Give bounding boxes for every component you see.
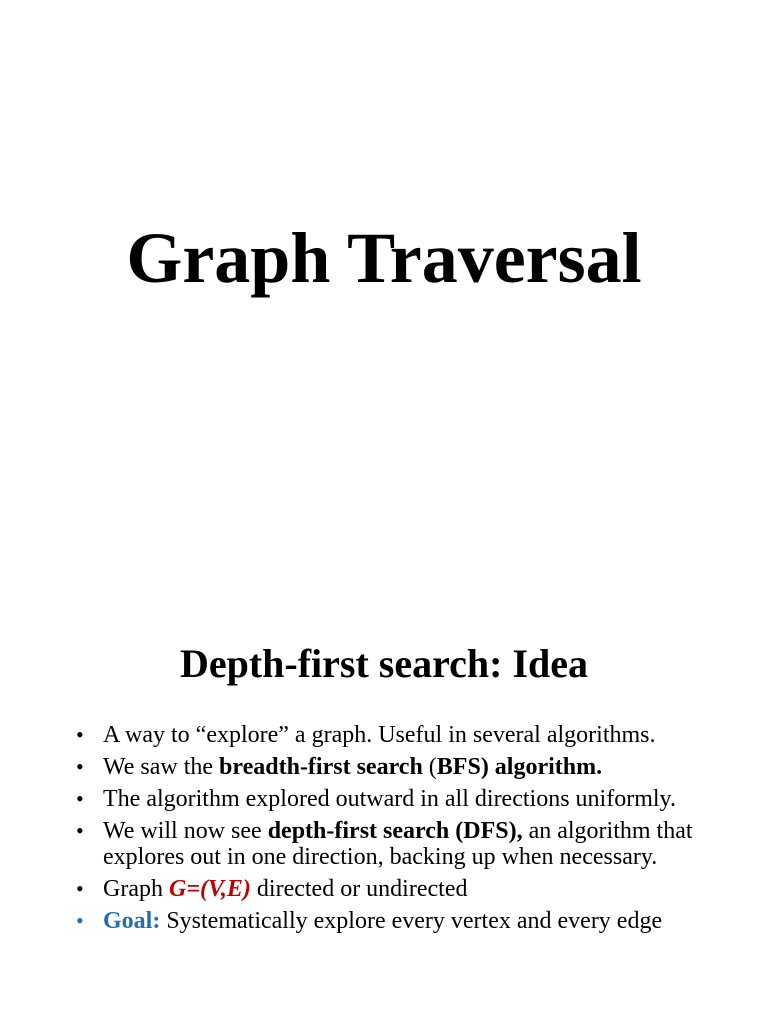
- bullet-dot-icon: •: [76, 754, 84, 779]
- bullet-text: A way to “explore” a graph. Useful in several algorithms.: [103, 722, 656, 748]
- bullet-dot-icon: •: [76, 908, 84, 933]
- bullet-dot-icon: •: [76, 876, 84, 901]
- bullet-text-suffix: directed or undirected: [250, 876, 468, 902]
- graph-notation: G=(V,E): [168, 876, 251, 902]
- bullet-dot-icon: •: [76, 786, 84, 811]
- bullet-bold-term: breadth-first search: [219, 754, 423, 780]
- bullet-item: [76, 786, 696, 812]
- bullet-text-middle: (: [422, 754, 437, 780]
- main-title: Graph Traversal: [126, 218, 642, 298]
- bullet-text-suffix: Systematically explore every vertex and every edge: [160, 908, 663, 934]
- bullet-item-goal: [76, 908, 696, 934]
- content-slide: [0, 576, 768, 1024]
- bullet-item: [76, 754, 696, 780]
- bullet-dot-icon: •: [76, 818, 84, 843]
- bullet-item: [76, 722, 696, 748]
- slide-title: Depth-first search: Idea: [179, 641, 589, 686]
- bullet-text-prefix: Graph: [103, 876, 169, 902]
- bullet-bold-term: BFS) algorithm.: [436, 754, 603, 780]
- bullet-item: [76, 876, 696, 902]
- bullet-text-prefix: We will now see: [103, 818, 268, 844]
- bullet-list: [76, 722, 696, 940]
- bullet-item: [76, 818, 696, 870]
- bullet-text-prefix: We saw the: [103, 754, 220, 780]
- goal-label: Goal:: [103, 908, 161, 934]
- bullet-text: The algorithm explored outward in all directions uniformly.: [103, 786, 676, 812]
- bullet-bold-term: depth-first search (DFS),: [267, 818, 523, 844]
- bullet-dot-icon: •: [76, 722, 84, 747]
- bullet-text-suffix: an algorithm that explores out in one direction, backing up when necessary.: [103, 818, 693, 870]
